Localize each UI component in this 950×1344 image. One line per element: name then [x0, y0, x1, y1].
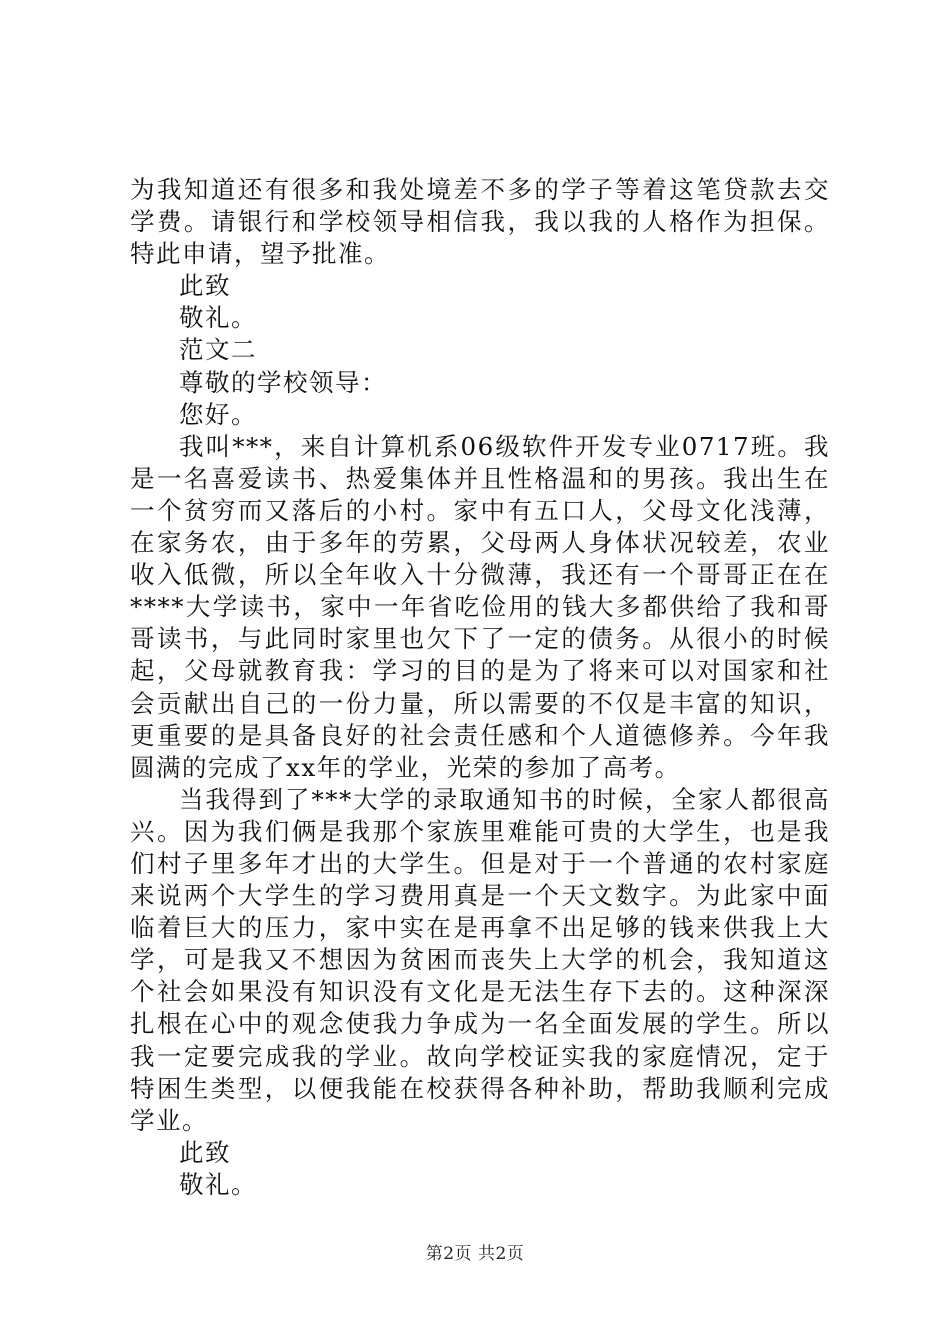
letter-addressee: 尊敬的学校领导： — [179, 367, 387, 397]
paragraph-request: 当我得到了***大学的录取通知书的时候，全家人都很高兴。因为我们俩是我那个家族里难能可贵的大学生，也是我们村子里多年才出的大学生。但是对于一个普通的农村家庭来说两个大学生的学习费用真是一个天文数字。为此家中面临着巨大的压力，家中实在是再拿不出足够的钱来供我上大学，可是我又不想因为贫困而丧失上大学的机会，我知道这个社会如果没有知识没有文化是无法生存下去的。这种深深扎根在心中的观念使我力争成为一名全面发展的学生。所以我一定要完成我的学业。故向学校证实我的家庭情况，定于特困生类型，以便我能在校获得各种补助，帮助我顺利完成学业。 — [130, 784, 830, 1135]
section-heading: 范文二 — [179, 335, 257, 365]
closing-salutation: 此致 — [179, 271, 231, 301]
document-body — [130, 174, 830, 1201]
closing-regards: 敬礼。 — [179, 303, 257, 333]
paragraph-introduction: 我叫***，来自计算机系06级软件开发专业0717班。我是一名喜爱读书、热爱集体并且性格温和的男孩。我出生在一个贫穷而又落后的小村。家中有五口人，父母文化浅薄，在家务农，由于多年的劳累，父母两人身体状况较差，农业收入低微，所以全年收入十分微薄，我还有一个哥哥正在在****大学读书，家中一年省吃俭用的钱大多都供给了我和哥哥读书，与此同时家里也欠下了一定的债务。从很小的时候起，父母就教育我：学习的目的是为了将来可以对国家和社会贡献出自己的一份力量，所以需要的不仅是丰富的知识，更重要的是具备良好的社会责任感和个人道德修养。今年我圆满的完成了xx年的学业，光荣的参加了高考。 — [130, 431, 830, 782]
letter-greeting: 您好。 — [179, 399, 257, 429]
closing-salutation-2: 此致 — [179, 1137, 231, 1167]
page-number-footer: 第2页 共2页 — [425, 1244, 525, 1264]
paragraph-continuation: 为我知道还有很多和我处境差不多的学子等着这笔贷款去交学费。请银行和学校领导相信我，我以我的人格作为担保。特此申请，望予批准。 — [130, 175, 830, 269]
closing-regards-2: 敬礼。 — [179, 1169, 257, 1199]
